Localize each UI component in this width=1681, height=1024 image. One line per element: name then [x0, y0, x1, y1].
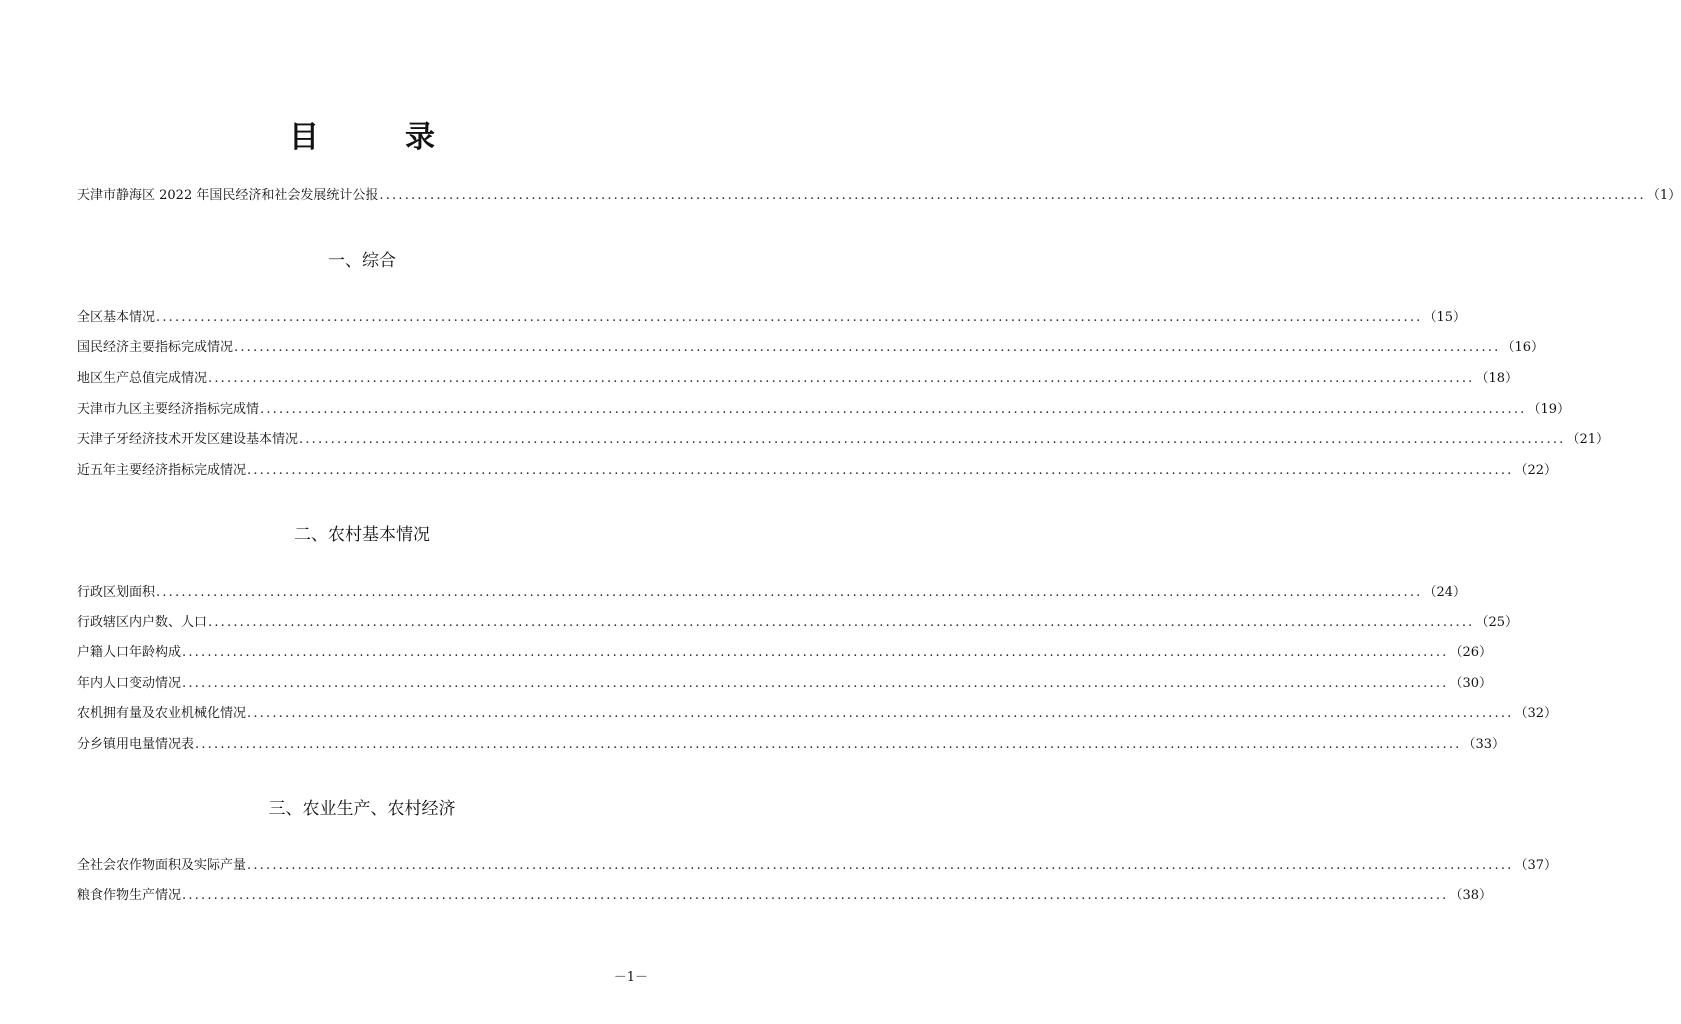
toc-leader-dots: ........................................................................................................................................................................................................ — [379, 188, 1646, 203]
toc-leader-dots: ........................................................................................................................................................................................................ — [208, 615, 1475, 630]
toc-entry-text: 近五年主要经济指标完成情况 — [77, 463, 247, 478]
toc-entry-page: （37） — [1514, 858, 1558, 873]
toc-entry[interactable] — [77, 308, 1467, 326]
toc-leader-dots: ........................................................................................................................................................................................................ — [299, 432, 1566, 447]
toc-leader-dots: ........................................................................................................................................................................................................ — [156, 585, 1423, 600]
toc-entry-page: （25） — [1475, 615, 1519, 630]
toc-entry[interactable] — [77, 735, 1506, 753]
toc-entry[interactable] — [77, 643, 1493, 661]
toc-entry-page: （15） — [1423, 310, 1467, 325]
toc-entry-page: （19） — [1527, 402, 1571, 417]
section-heading-2: 二、农村基本情况 — [294, 525, 430, 545]
toc-leader-dots: ........................................................................................................................................................................................................ — [234, 340, 1501, 355]
toc-entry[interactable] — [77, 430, 1610, 448]
toc-entry-page: （22） — [1514, 463, 1558, 478]
toc-entry-text: 全社会农作物面积及实际产量 — [77, 858, 247, 873]
toc-entry-page: （21） — [1566, 432, 1610, 447]
toc-entry-text: 地区生产总值完成情况 — [77, 371, 208, 386]
toc-entry-page: （16） — [1501, 340, 1545, 355]
toc-entry-text: 全区基本情况 — [77, 310, 156, 325]
toc-entry-text: 农机拥有量及农业机械化情况 — [77, 706, 247, 721]
toc-entry-page: （1） — [1646, 188, 1681, 203]
toc-entry-page: （30） — [1449, 676, 1493, 691]
toc-entry[interactable] — [77, 856, 1558, 874]
toc-leader-dots: ........................................................................................................................................................................................................ — [247, 463, 1514, 478]
toc-entry-text: 天津市静海区 2022 年国民经济和社会发展统计公报 — [77, 188, 379, 203]
toc-leader-dots: ........................................................................................................................................................................................................ — [247, 706, 1514, 721]
toc-leader-dots: ........................................................................................................................................................................................................ — [247, 858, 1514, 873]
toc-entry[interactable] — [77, 674, 1493, 692]
toc-entry-text: 天津市九区主要经济指标完成情 — [77, 402, 260, 417]
section-heading-1: 一、综合 — [328, 251, 396, 271]
toc-entry-text: 天津子牙经济技术开发区建设基本情况 — [77, 432, 299, 447]
toc-entry-text: 粮食作物生产情况 — [77, 888, 182, 903]
toc-entry-text: 分乡镇用电量情况表 — [77, 737, 195, 752]
toc-leader-dots: ........................................................................................................................................................................................................ — [260, 402, 1527, 417]
page-number: －1－ — [613, 970, 648, 985]
toc-entry-text: 行政辖区内户数、人口 — [77, 615, 208, 630]
toc-entry[interactable] — [77, 369, 1519, 387]
toc-entry-page: （33） — [1462, 737, 1506, 752]
page-title: 目 录 — [289, 120, 463, 155]
toc-entry-page: （26） — [1449, 645, 1493, 660]
section-heading-3: 三、农业生产、农村经济 — [268, 799, 456, 819]
toc-entry-text: 户籍人口年龄构成 — [77, 645, 182, 660]
toc-entry[interactable] — [77, 583, 1467, 601]
toc-leader-dots: ........................................................................................................................................................................................................ — [208, 371, 1475, 386]
toc-entry-page: （38） — [1449, 888, 1493, 903]
toc-entry-page: （32） — [1514, 706, 1558, 721]
toc-entry[interactable] — [77, 613, 1519, 631]
toc-entry-intro[interactable] — [77, 186, 1681, 204]
toc-entry-text: 国民经济主要指标完成情况 — [77, 340, 234, 355]
toc-entry[interactable] — [77, 886, 1493, 904]
toc-entry[interactable] — [77, 461, 1558, 479]
toc-leader-dots: ........................................................................................................................................................................................................ — [182, 645, 1449, 660]
toc-entry-text: 行政区划面积 — [77, 585, 156, 600]
toc-entry[interactable] — [77, 338, 1545, 356]
toc-leader-dots: ........................................................................................................................................................................................................ — [156, 310, 1423, 325]
toc-entry-text: 年内人口变动情况 — [77, 676, 182, 691]
toc-leader-dots: ........................................................................................................................................................................................................ — [182, 888, 1449, 903]
toc-entry-page: （18） — [1475, 371, 1519, 386]
toc-entry-page: （24） — [1423, 585, 1467, 600]
toc-leader-dots: ........................................................................................................................................................................................................ — [195, 737, 1462, 752]
toc-entry[interactable] — [77, 704, 1558, 722]
toc-leader-dots: ........................................................................................................................................................................................................ — [182, 676, 1449, 691]
toc-entry[interactable] — [77, 400, 1571, 418]
